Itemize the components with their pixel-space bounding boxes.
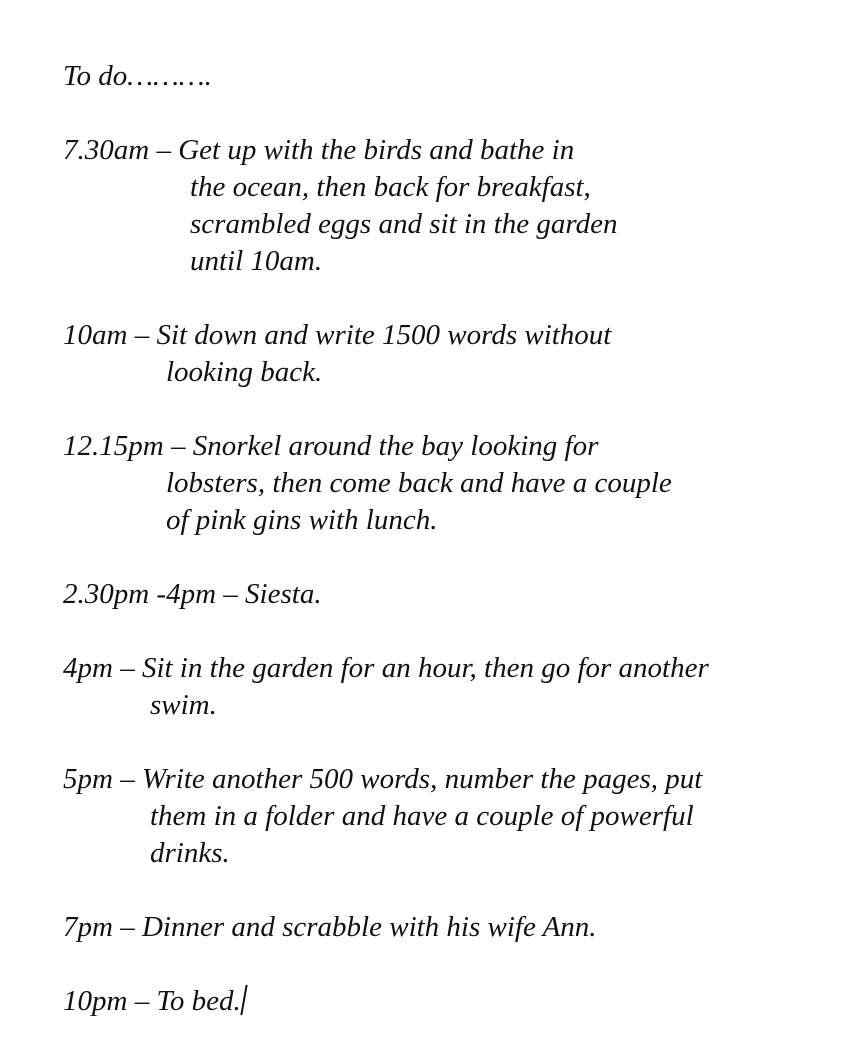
entry-line: the ocean, then back for breakfast, — [190, 171, 591, 203]
schedule-entry — [63, 983, 823, 1020]
entry-line: looking back. — [166, 356, 323, 388]
entry-line: 7.30am – Get up with the birds and bathe in — [63, 134, 575, 166]
schedule-entry — [63, 576, 823, 613]
entry-text: 10pm – To bed. — [63, 985, 241, 1017]
text-cursor — [240, 985, 247, 1015]
document-page — [63, 58, 823, 1057]
schedule-entry — [63, 317, 823, 391]
schedule-entry — [63, 761, 823, 872]
todo-heading: To do………. — [63, 60, 212, 92]
schedule-entry — [63, 428, 823, 539]
entry-line: drinks. — [150, 837, 230, 869]
entry-line: scrambled eggs and sit in the garden — [190, 208, 618, 240]
entry-line: swim. — [150, 689, 217, 721]
entry-line: 2.30pm -4pm – Siesta. — [63, 578, 322, 610]
entry-line: until 10am. — [190, 245, 323, 277]
entry-line: 5pm – Write another 500 words, number the pages, put — [63, 763, 703, 795]
schedule-entry — [63, 909, 823, 946]
schedule-entry — [63, 650, 823, 724]
last-entry-line — [63, 983, 823, 1020]
entry-line: 10am – Sit down and write 1500 words without — [63, 319, 612, 351]
schedule-entry — [63, 132, 823, 280]
entry-line: them in a folder and have a couple of powerful — [150, 800, 694, 832]
entry-line: 12.15pm – Snorkel around the bay looking for — [63, 430, 599, 462]
entry-line: 7pm – Dinner and scrabble with his wife Ann. — [63, 911, 597, 943]
entry-line: lobsters, then come back and have a couple — [166, 467, 672, 499]
entry-line: 4pm – Sit in the garden for an hour, then go for another — [63, 652, 709, 684]
entry-line: of pink gins with lunch. — [166, 504, 438, 536]
